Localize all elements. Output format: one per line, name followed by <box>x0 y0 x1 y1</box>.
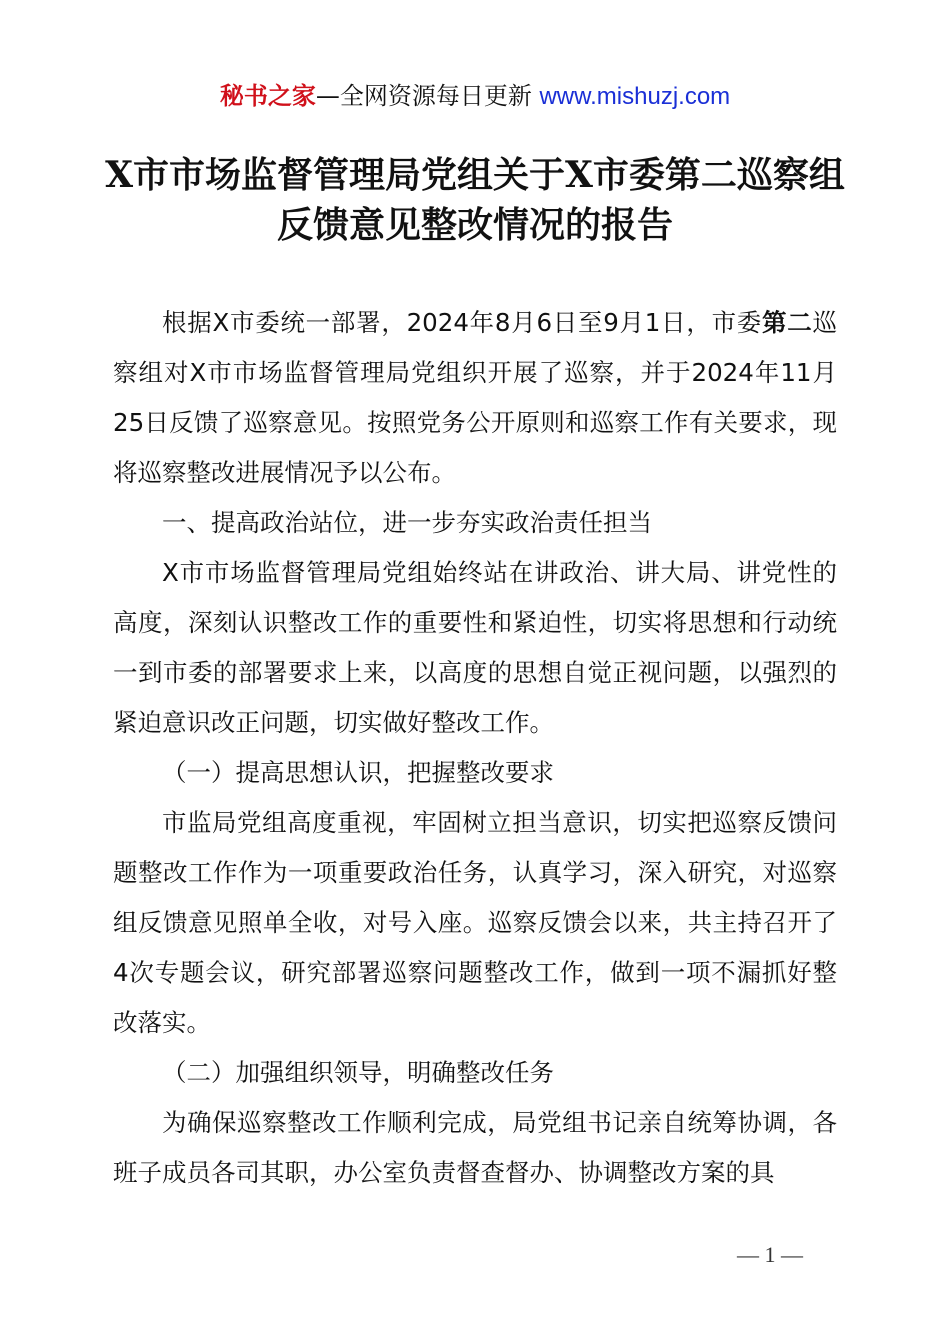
subsection-2-heading: （二）加强组织领导，明确整改任务 <box>162 1058 554 1087</box>
subsection-1-paragraph: 市监局党组高度重视，牢固树立担当意识，切实把巡察反馈问题整改工作作为一项重要政治任务，认真学习，深入研究，对巡察组反馈意见照单全收，对号入座。巡察反馈会以来，共主持召开了4次专题会议，研究部署巡察问题整改工作，做到一项不漏抓好整改落实。 <box>113 808 837 1037</box>
site-banner <box>0 78 950 115</box>
title-line-1: X市市场监督管理局党组关于X市委第二巡察组 <box>105 154 845 196</box>
subsection-2-paragraph: 为确保巡察整改工作顺利完成，局党组书记亲自统筹协调，各班子成员各司其职，办公室负责督查督办、协调整改方案的具 <box>113 1108 837 1187</box>
document-title <box>100 150 850 250</box>
intro-part-2: 巡察组对X市市场监督管理局党组织开展了巡察，并于2024年11月25日反馈了巡察意见。按照党务公开原则和巡察工作有关要求，现将巡察整改进展情况予以公布。 <box>113 308 838 487</box>
intro-paragraph <box>113 298 837 498</box>
title-line-2: 反馈意见整改情况的报告 <box>276 204 673 246</box>
brand-name: 秘书之家 <box>219 82 316 110</box>
intro-emphasis: 第二 <box>762 308 813 337</box>
subsection-1-heading: （一）提高思想认识，把握整改要求 <box>162 758 554 787</box>
brand-tagline: —全网资源每日更新 <box>315 82 532 110</box>
section-1-heading: 一、提高政治站位，进一步夯实政治责任担当 <box>162 508 652 537</box>
page-number: — 1 — <box>737 1242 803 1267</box>
intro-part-1: 根据X市委统一部署，2024年8月6日至9月1日，市委 <box>162 308 763 337</box>
section-1-paragraph: X市市场监督管理局党组始终站在讲政治、讲大局、讲党性的高度，深刻认识整改工作的重要性和紧迫性，切实将思想和行动统一到市委的部署要求上来，以高度的思想自觉正视问题，以强烈的紧迫意识改正问题，切实做好整改工作。 <box>113 558 837 737</box>
document-body <box>113 298 837 1198</box>
site-url[interactable]: www.mishuzj.com <box>539 83 731 110</box>
